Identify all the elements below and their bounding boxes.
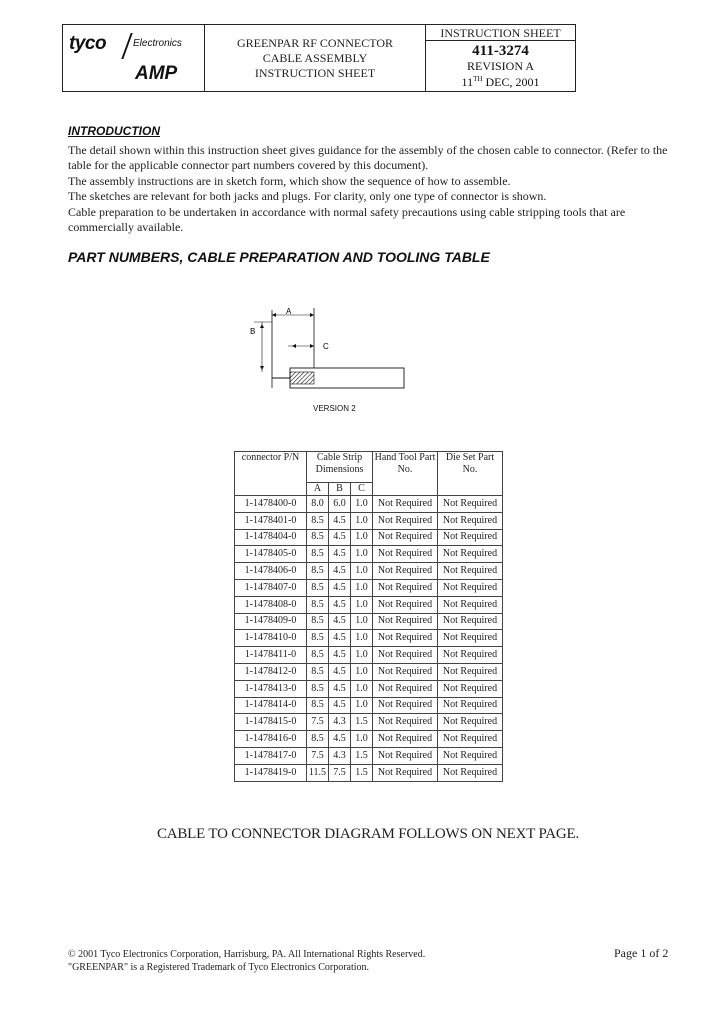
cell-hand-tool: Not Required [373, 529, 438, 546]
cell-die-set: Not Required [438, 529, 503, 546]
diagram-caption: VERSION 2 [313, 404, 356, 413]
doc-date: 11TH DEC, 2001 [461, 75, 540, 89]
cell-die-set: Not Required [438, 680, 503, 697]
cell-dim-b: 4.5 [329, 630, 351, 647]
logo-tyco: tyco [69, 33, 107, 54]
cell-hand-tool: Not Required [373, 647, 438, 664]
table-row [235, 714, 503, 731]
cell-hand-tool: Not Required [373, 663, 438, 680]
revision: REVISION A [466, 59, 534, 73]
table-row [235, 731, 503, 748]
cell-dim-c: 1.0 [351, 563, 373, 580]
cable-braid [290, 372, 314, 384]
cell-hand-tool: Not Required [373, 630, 438, 647]
intro-paragraph: The detail shown within this instruction sheet gives guidance for the assembly of the chosen cable to connector. (Refer to the table for the applicable connector part numbers covered by this document). [68, 143, 668, 173]
doc-number: 411-3274 [472, 43, 529, 59]
cell-die-set: Not Required [438, 731, 503, 748]
cell-dim-c: 1.0 [351, 496, 373, 513]
cell-dim-c: 1.0 [351, 663, 373, 680]
cell-part-number: 1-1478414-0 [235, 697, 307, 714]
table-row [235, 630, 503, 647]
intro-paragraph: The assembly instructions are in sketch form, which show the sequence of how to assemble. [68, 173, 511, 188]
dim-a-label: A [286, 307, 292, 316]
cell-dim-c: 1.0 [351, 680, 373, 697]
cell-die-set: Not Required [438, 630, 503, 647]
cell-hand-tool: Not Required [373, 714, 438, 731]
col-header-b: B [329, 483, 351, 496]
page-number: Page 1 of 2 [614, 946, 669, 960]
cell-die-set: Not Required [438, 496, 503, 513]
cell-dim-b: 7.5 [329, 764, 351, 781]
cell-hand-tool: Not Required [373, 764, 438, 781]
footer-trademark: "GREENPAR" is a Registered Trademark of Tyco Electronics Corporation. [68, 962, 370, 973]
dim-b-label: B [250, 327, 256, 336]
intro-text [68, 143, 668, 235]
cell-hand-tool: Not Required [373, 747, 438, 764]
cell-hand-tool: Not Required [373, 512, 438, 529]
cell-die-set: Not Required [438, 563, 503, 580]
cell-dim-a: 8.5 [307, 731, 329, 748]
cell-dim-a: 8.5 [307, 613, 329, 630]
cell-dim-b: 4.5 [329, 596, 351, 613]
cell-dim-b: 4.3 [329, 714, 351, 731]
cell-hand-tool: Not Required [373, 496, 438, 513]
table-row [235, 764, 503, 781]
col-header-a: A [307, 483, 329, 496]
cell-dim-a: 11.5 [307, 764, 329, 781]
col-header-strip: Cable Strip Dimensions [307, 452, 373, 483]
cell-die-set: Not Required [438, 596, 503, 613]
table-row [235, 680, 503, 697]
document-info [426, 25, 575, 91]
cell-part-number: 1-1478405-0 [235, 546, 307, 563]
cell-part-number: 1-1478419-0 [235, 764, 307, 781]
cable-strip-diagram [240, 300, 420, 420]
cell-die-set: Not Required [438, 613, 503, 630]
cell-part-number: 1-1478400-0 [235, 496, 307, 513]
cell-part-number: 1-1478407-0 [235, 579, 307, 596]
cell-die-set: Not Required [438, 512, 503, 529]
cell-dim-c: 1.0 [351, 596, 373, 613]
cell-hand-tool: Not Required [373, 563, 438, 580]
table-row [235, 496, 503, 513]
cell-part-number: 1-1478409-0 [235, 613, 307, 630]
table-row [235, 647, 503, 664]
cell-dim-c: 1.0 [351, 630, 373, 647]
cell-dim-a: 7.5 [307, 747, 329, 764]
cell-dim-c: 1.0 [351, 731, 373, 748]
intro-paragraph: Cable preparation to be undertaken in accordance with normal safety precautions using cable stripping tools that are commercially available. [68, 204, 626, 235]
cell-die-set: Not Required [438, 579, 503, 596]
cell-dim-b: 4.5 [329, 512, 351, 529]
cell-hand-tool: Not Required [373, 596, 438, 613]
cell-die-set: Not Required [438, 764, 503, 781]
cell-part-number: 1-1478406-0 [235, 563, 307, 580]
document-title [205, 25, 426, 91]
cell-die-set: Not Required [438, 647, 503, 664]
cell-die-set: Not Required [438, 747, 503, 764]
cell-part-number: 1-1478415-0 [235, 714, 307, 731]
table-heading: PART NUMBERS, CABLE PREPARATION AND TOOLING TABLE [68, 249, 490, 265]
cell-die-set: Not Required [438, 697, 503, 714]
cell-dim-b: 4.5 [329, 546, 351, 563]
title-line-1: GREENPAR RF CONNECTOR [236, 35, 394, 50]
follows-note: CABLE TO CONNECTOR DIAGRAM FOLLOWS ON NEXT PAGE. [156, 826, 580, 842]
cell-dim-c: 1.0 [351, 529, 373, 546]
cell-hand-tool: Not Required [373, 680, 438, 697]
cell-part-number: 1-1478416-0 [235, 731, 307, 748]
title-line-2: CABLE ASSEMBLY [262, 50, 368, 65]
cell-dim-c: 1.5 [351, 747, 373, 764]
cell-die-set: Not Required [438, 714, 503, 731]
cell-dim-a: 8.0 [307, 496, 329, 513]
cell-dim-c: 1.0 [351, 697, 373, 714]
table-row [235, 579, 503, 596]
cell-dim-c: 1.5 [351, 714, 373, 731]
cell-hand-tool: Not Required [373, 579, 438, 596]
cell-dim-a: 8.5 [307, 579, 329, 596]
table-row [235, 563, 503, 580]
intro-heading: INTRODUCTION [68, 124, 160, 138]
cell-dim-c: 1.0 [351, 546, 373, 563]
cell-dim-b: 4.5 [329, 680, 351, 697]
cell-dim-a: 8.5 [307, 680, 329, 697]
cell-dim-a: 8.5 [307, 563, 329, 580]
cell-part-number: 1-1478411-0 [235, 647, 307, 664]
cell-part-number: 1-1478408-0 [235, 596, 307, 613]
cell-part-number: 1-1478401-0 [235, 512, 307, 529]
cell-dim-b: 4.5 [329, 529, 351, 546]
cell-dim-a: 8.5 [307, 647, 329, 664]
parts-table [234, 451, 503, 782]
table-row [235, 529, 503, 546]
table-row [235, 663, 503, 680]
cell-dim-b: 4.5 [329, 613, 351, 630]
cell-dim-c: 1.0 [351, 512, 373, 529]
cell-die-set: Not Required [438, 663, 503, 680]
cell-part-number: 1-1478413-0 [235, 680, 307, 697]
table-row [235, 512, 503, 529]
cell-dim-c: 1.0 [351, 613, 373, 630]
cell-dim-b: 6.0 [329, 496, 351, 513]
dim-c-label: C [323, 342, 329, 351]
title-line-3: INSTRUCTION SHEET [254, 65, 376, 80]
cell-hand-tool: Not Required [373, 731, 438, 748]
logo-electronics: Electronics [133, 38, 182, 49]
cell-dim-a: 8.5 [307, 630, 329, 647]
intro-paragraph: The sketches are relevant for both jacks and plugs. For clarity, only one type of connector is shown. [68, 189, 547, 204]
col-header-hand-tool: Hand Tool Part No. [373, 452, 438, 496]
cell-hand-tool: Not Required [373, 613, 438, 630]
cell-dim-a: 8.5 [307, 529, 329, 546]
cell-part-number: 1-1478412-0 [235, 663, 307, 680]
cell-dim-a: 8.5 [307, 663, 329, 680]
logo-slash [121, 33, 132, 59]
col-header-c: C [351, 483, 373, 496]
cell-dim-b: 4.5 [329, 647, 351, 664]
cell-dim-b: 4.5 [329, 697, 351, 714]
cell-hand-tool: Not Required [373, 697, 438, 714]
table-row [235, 596, 503, 613]
document-header [62, 24, 576, 92]
table-row [235, 613, 503, 630]
doc-type: INSTRUCTION SHEET [426, 25, 575, 41]
cell-dim-c: 1.5 [351, 764, 373, 781]
table-row [235, 747, 503, 764]
cell-dim-b: 4.5 [329, 731, 351, 748]
cell-dim-a: 8.5 [307, 697, 329, 714]
col-header-die-set: Die Set Part No. [438, 452, 503, 496]
table-row [235, 697, 503, 714]
cell-dim-b: 4.3 [329, 747, 351, 764]
cell-part-number: 1-1478410-0 [235, 630, 307, 647]
cell-hand-tool: Not Required [373, 546, 438, 563]
cell-die-set: Not Required [438, 546, 503, 563]
footer-legal [68, 948, 425, 974]
cell-dim-b: 4.5 [329, 663, 351, 680]
cell-dim-b: 4.5 [329, 563, 351, 580]
col-header-pn: connector P/N [235, 452, 307, 496]
cell-dim-c: 1.0 [351, 579, 373, 596]
table-row [235, 546, 503, 563]
logo-amp: AMP [135, 63, 178, 84]
table-header-row [235, 452, 503, 483]
cell-dim-a: 8.5 [307, 512, 329, 529]
cell-dim-c: 1.0 [351, 647, 373, 664]
cell-dim-a: 8.5 [307, 546, 329, 563]
cell-part-number: 1-1478417-0 [235, 747, 307, 764]
cell-dim-b: 4.5 [329, 579, 351, 596]
cell-dim-a: 7.5 [307, 714, 329, 731]
cell-dim-a: 8.5 [307, 596, 329, 613]
company-logo [63, 25, 205, 91]
cell-part-number: 1-1478404-0 [235, 529, 307, 546]
footer-copyright: © 2001 Tyco Electronics Corporation, Harrisburg, PA. All International Rights Reserved. [68, 949, 426, 960]
